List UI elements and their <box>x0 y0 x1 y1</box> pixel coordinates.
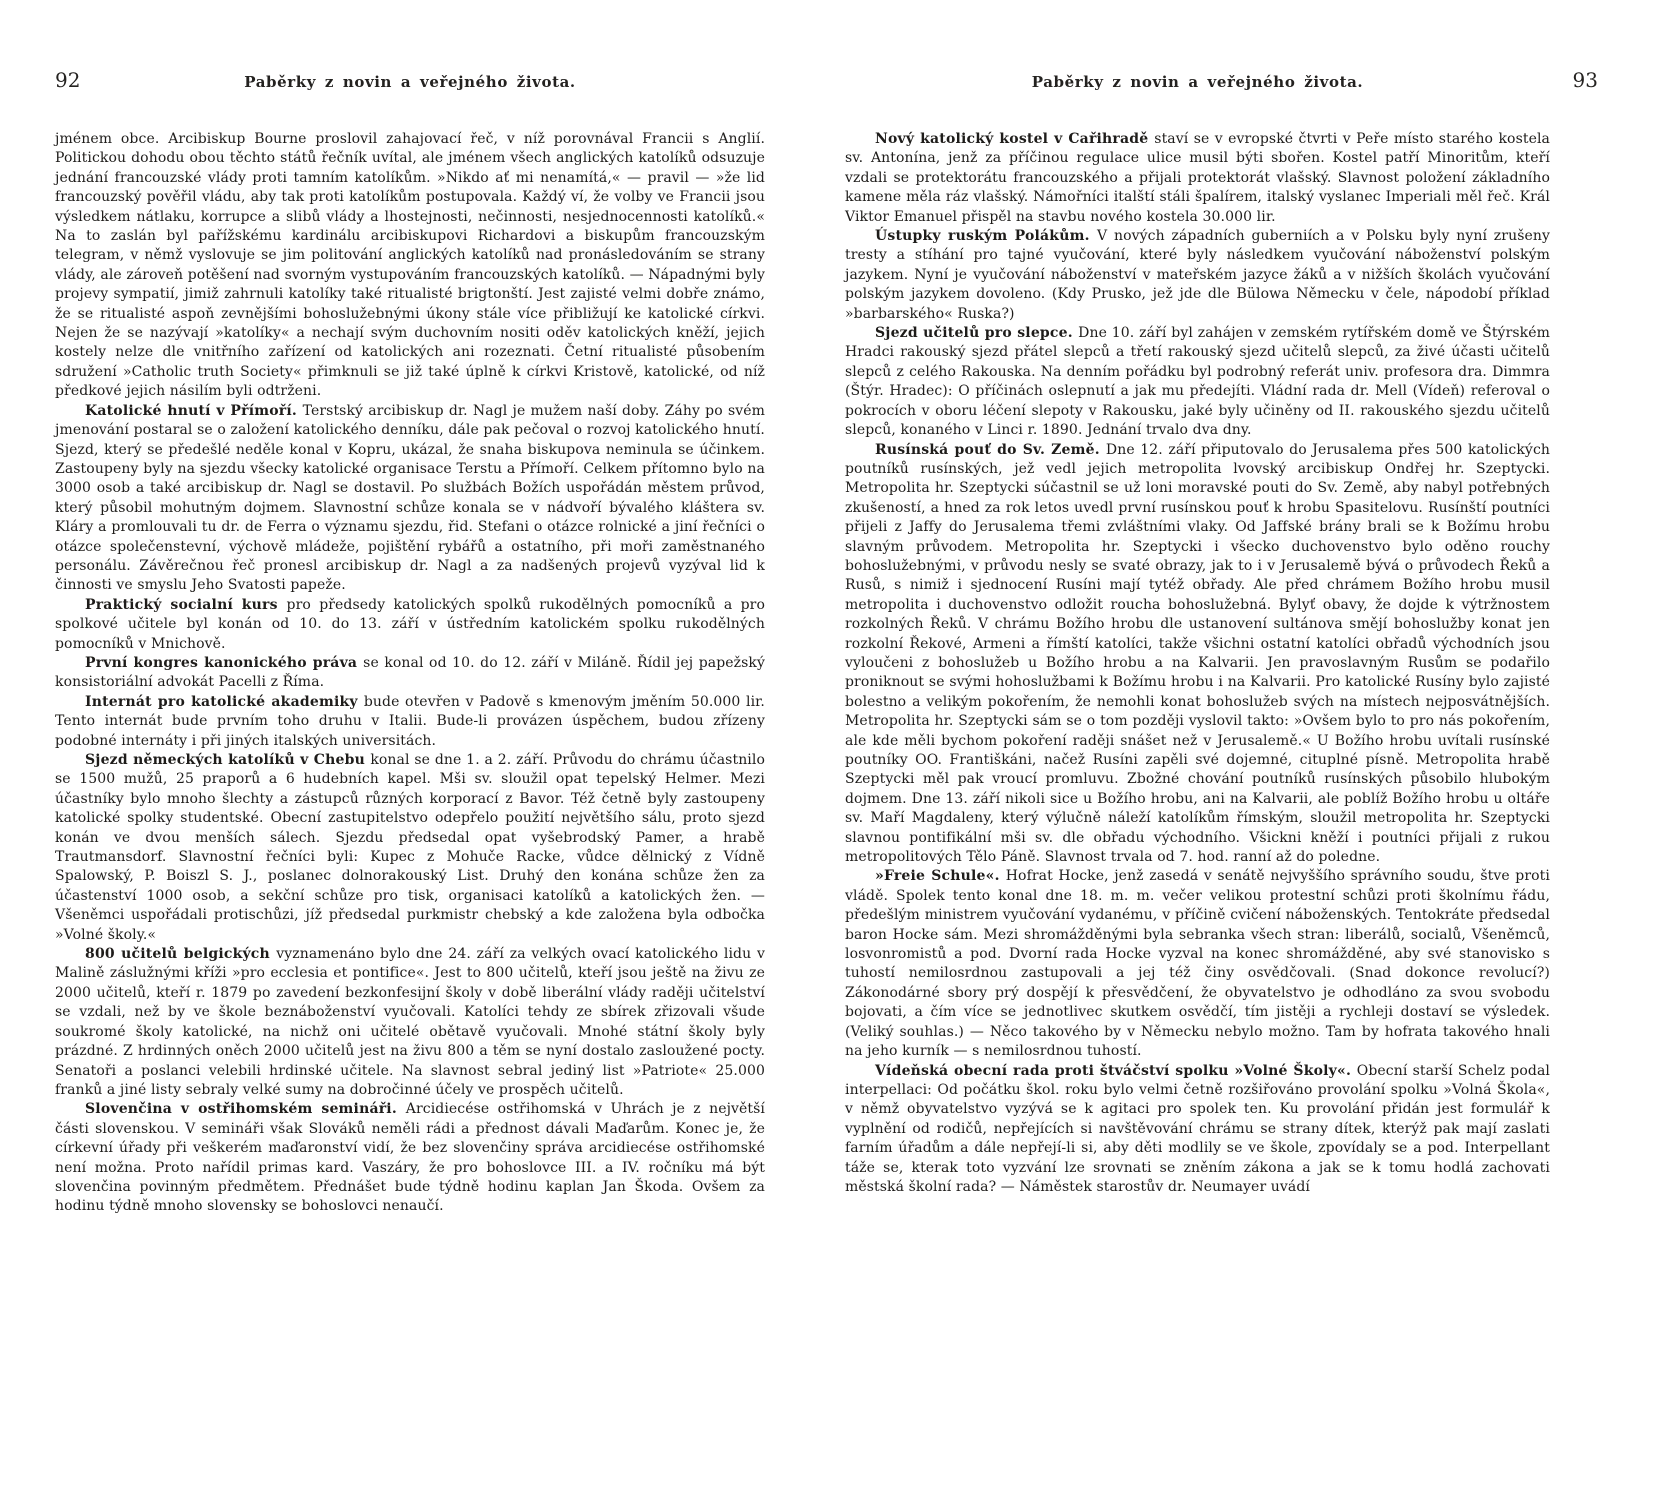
paragraph: Internát pro katolické akademiky bude otevřen v Padově s kmenovým jměním 50.000 lir. Tento internát bude prvním toho druhu v Italii. Bude-li provázen úspěchem, budou zřízeny podobné internáty i při jiných italských universitách. <box>55 693 765 749</box>
paragraph-lead: Rusínská pouť do Sv. Země. <box>875 441 1106 458</box>
paragraph-lead: Praktický socialní kurs <box>85 596 287 613</box>
page-body-right <box>845 130 1550 1197</box>
paragraph: 800 učitelů belgických vyznamenáno bylo dne 24. září za velkých ovací katolického lidu v Malině záslužnými kříži »pro ecclesia et pontifice«. Jest to 800 učitelů, kteří jsou ještě na živu ze 2000 učitelů, kteří r. 1879 po zavedení bezkonfesijní školy v době liberální vlády raději učitelství se vzdali, než by ve škole beznáboženství vyučovali. Katolíci tehdy ze sbírek zřizovali všude soukromé školy katolické, na nichž oni učitelé obětavě vyučovali. Mnohé státní školy byly prázdné. Z hrdinných oněch 2000 učitelů jest na živu 800 a těm se nyní dostalo zasloužené pocty. Senatoři a poslanci velebili hrdinské učitele. Na slavnost sebral jediný list »Patriote« 25.000 franků a jiné listy sebraly velké sumy na dobročinné účely ve prospěch učitelů. <box>55 946 766 1098</box>
paragraph-lead: »Freie Schule«. <box>875 868 1006 885</box>
paragraph-lead: Katolické hnutí v Přímoří. <box>85 402 303 419</box>
paragraph-lead: Sjezd německých katolíků v Chebu <box>85 752 371 768</box>
paragraph: Sjezd německých katolíků v Chebu konal se dne 1. a 2. září. Průvodu do chrámu účastnilo se 1500 mužů, 25 praporů a 6 hudebních kapel. Mši sv. sloužil opat tepelský Helmer. Mezi účastníky bylo mnoho šlechty a zástupců různých korporací z Bavor. Též četně byly zastoupeny katolické spolky studentské. Obecní zastupitelstvo odepřelo použití největšího sálu, proto sjezd konán ve dvou menších sálech. Sjezdu předsedal opat vyšebrodský Pamer, a hrabě Trautmansdorf. Slavnostní řečníci byli: Kupec z Mohuče Racke, vůdce dělnický z Vídně Spalowský, P. Boiszl S. J., poslanec dolnorakouský List. Druhý den konána schůze žen za účastenství 1000 osob, a sekční schůze pro tisk, organisaci katolíků a katolických žen. — Všeněmci uspořádali protischůzi, jíž předsedal purkmistr chebský a kde založena byla odbočka »Volné školy.« <box>55 752 765 943</box>
running-title-left: Paběrky z novin a veřejného života. <box>244 73 576 91</box>
paragraph-lead: Sjezd učitelů pro slepce. <box>875 325 1079 342</box>
paragraph: jménem obce. Arcibiskup Bourne proslovil zahajovací řeč, v níž porovnával Francii s Anglií. Politickou dohodu obou těchto států řečník uvítal, ale jménem všech anglických katolíků odsuzuje jednání francouzské vlády proti tamním katolíkům. »Nikdo ať mi nenamítá,« — pravil — »že lid francouzský pověřil vládu, aby tak proti katolíkům postupovala. Každý ví, že volby ve Francii jsou výsledkem nátlaku, korrupce a slibů vlády a lhostejnosti, nečinnosti, nesjednocennosti katolíků.« Na to zaslán byl pařížskému kardinálu arcibiskupovi Richardovi a biskupům francouzským telegram, v němž vyslovuje se jim politování anglických katolíků nad pronásledováním se strany vlády, ale zároveň potěšení nad svorným vystupováním francouzských katolíků. — Nápadnými byly projevy sympatií, jimiž zahrnuli katolíky také ritualisté brigtonští. Jest zajisté velmi dobře známo, že se ritualisté aspoň zevnějšími bohoslužebnými úkony stále více přibližují ke katolické církvi. Nejen že se nazývají »katolíky« a nechají svým duchovním nositi oděv katolických kněží, jejich kostely nelze dle vnitřního zařízení od katolických ani rozeznati. Četní ritualisté působením sdružení »Catholic truth Society« přimknuli se již také úplně k církvi Kristově, katolické, od níž předkové jejich násilím byli odtrženi. <box>55 131 765 400</box>
page-93 <box>845 68 1598 1217</box>
paragraph: Rusínská pouť do Sv. Země. Dne 12. září připutovalo do Jerusalema přes 500 katolických poutníků rusínských, jež vedl jejich metropolita lvovský arcibiskup Ondřej hr. Szeptycki. Metropolita hr. Szeptycki súčastnil se už loni moravské pouti do Sv. Země, aby nabyl potřebných zkušeností, a hned za rok letos uvedl první rusínskou pouť k hrobu Spasitelovu. Rusínští poutníci přijeli z Jaffy do Jerusalema třemi zvláštními vlaky. Od Jaffské brány brali se k Božímu hrobu slavným průvodem. Metropolita hr. Szeptycki i všecko duchovenstvo bylo oděno rouchy bohoslužebnými, v průvodu nesly se svaté obrazy, jak to i v Jerusalemě bývá o průvodech Řeků a Rusů, s nimiž i sjednocení Rusíni mají tytéž obřady. Ale před chrámem Božího hrobu musil metropolita i duchovenstvo odložit roucha bohoslužebná. Bylyť obavy, že dojde k výtržnostem rozkolných Řeků. V chrámu Božího hrobu dle ustanovení sultánova smějí bohoslužby konat jen rozkolní Řekové, Armeni a římští katolíci, takže všichni ostatní katolíci obřadů východních jsou vyloučeni z bohoslužeb u Božího hrobu a na Kalvarii. Jen pravoslavným Rusům se podařilo proniknout se svými hohoslužbami k Božímu hrobu i na Kalvarii. Pro katolické Rusíny bylo zajisté bolestno a velikým pokořením, že nemohli konat bohoslužeb svých na místech nejposvátnějších. Metropolita hr. Szeptycki sám se o tom později vyslovil takto: »Ovšem bylo to pro nás pokořením, ale kde měli bychom pokoření raději snášet než v Jerusalemě.« U Božího hrobu uvítali rusínské poutníky OO. Františkáni, načež Rusíni zapěli své dojemné, cituplné písně. Metropolita hrabě Szeptycki měl pak vroucí promluvu. Zbožné chování poutníků rusínských působilo hlubokým dojmem. Dne 13. září nikoli sice u Božího hrobu, ani na Kalvarii, ale poblíž Božího hrobu u oltáře sv. Maří Magdaleny, který výlučně náleží katolíkům římským, sloužil metropolita hr. Szeptycki slavnou pontifikální mši sv. dle obřadu východního. Všickni kněží i poutníci přijali z rukou metropolitových Tělo Páně. Slavnost trvala od 7. hod. ranní až do poledne. <box>845 441 1550 866</box>
running-title-right: Paběrky z novin a veřejného života. <box>1031 73 1364 91</box>
paragraph: Katolické hnutí v Přímoří. Terstský arcibiskup dr. Nagl je mužem naší doby. Záhy po svém jmenování postaral se o založení katolického denníku, dále pak pečoval o rozvoj katolického hnutí. Sjezd, který se předešlé neděle konal v Kopru, ukázal, že snaha biskupova neminula se účinkem. Zastoupeny byly na sjezdu všecky katolické organisace Terstu a Přímoří. Celkem přítomno bylo na 3000 osob a také arcibiskup dr. Nagl se dostavil. Po službách Božích uspořádán městem průvod, který působil mohutným dojmem. Slavnostní schůze konala se v nádvoří bývalého kláštera sv. Kláry a promlouvali tu dr. de Ferra o významu sjezdu, řid. Stefani o otázce rolnické a jiní řečníci o otázce společenstevní, výchově mládeže, pojištění rybářů a ostatního, při moři zaměstnaného personálu. Závěrečnou řeč pronesl arcibiskup dr. Nagl a za nadšených projevů vyzýval lid k činnosti ve smyslu Jeho Svatosti papeže. <box>55 402 765 594</box>
page-number-left: 92 <box>55 68 81 92</box>
paragraph-lead: Vídeňská obecní rada proti štváčství spolku »Volné Školy«. <box>875 1062 1357 1079</box>
paragraph: Praktický socialní kurs pro předsedy katolických spolků rukodělných pomocníků a pro spolkové učitele byl konán od 10. do 13. září v ústředním katolickém spolku rukodělných pomocníků v Mnichově. <box>55 596 765 652</box>
page-header-right <box>845 68 1598 96</box>
paragraph-lead: 800 učitelů belgických <box>85 946 277 963</box>
paragraph: Slovenčina v ostřihomském semináři. Arcidiecése ostřihomská v Uhrách je z největší části slovenskou. V semináři však Slováků neměli rádi a přednost dávali Maďarům. Konec je, že církevní úřady při veškerém maďaronství vidí, že bez slovenčiny správa arcidiecése ostřihomské není možna. Proto nařídil primas kard. Vaszáry, že pro bohoslovce III. a IV. ročníku má být slovenčina povinným předmětem. Přednášet bude týdně hodinu kaplan Jan Škoda. Ovšem za hodinu týdně mnoho slovensky se bohoslovci nenaučí. <box>55 1101 765 1215</box>
paragraph-lead: Internát pro katolické akademiky <box>85 693 364 710</box>
paragraph: První kongres kanonického práva se konal od 10. do 12. září v Miláně. Řídil jej papežský konsistoriální advokát Pacelli z Říma. <box>55 654 765 691</box>
page-header-left <box>55 68 765 96</box>
paragraph: »Freie Schule«. Hofrat Hocke, jenž zasedá v senátě nejvyššího správního soudu, štve proti vládě. Spolek tento konal dne 18. m. m. večer velikou protestní schůzi proti školnímu řádu, předešlým ministrem vyučování vydanému, v příčině cvičení náboženských. Tentokráte předsedal baron Hocke sám. Mezi shromážděnými byla sebranka všech stran: liberálů, socialů, Všeněmců, losvonromistů a pod. Dvorní rada Hocke vyzval na konec shromážděné, aby své stanovisko s tuhostí nemilosrdnou zastupovali a jej též činy osvědčovali. (Snad dokonce revolucí?) Zákonodárné sbory prý dospějí k přesvědčení, že obyvatelstvo je odhodláno za svou svobodu bojovati, a čím více se jednotlivec skutkem osvědčí, tím jistěji a rychleji dostaví se výsledek. (Veliký souhlas.) — Něco takového by v Německu nebylo možno. Tam by hofrata takového hnali na jeho kurník — s nemilosrdnou tuhostí. <box>845 868 1550 1060</box>
paragraph: Nový katolický kostel v Cařihradě staví se v evropské čtvrti v Peře místo starého kostela sv. Antonína, jenž za příčinou regulace ulice musil býti sbořen. Kostel patří Minoritům, kteří vzdali se protektorátu francouzského a přijali protektorát vlašský. Slavnost položení základního kamene měla ráz vlašský. Námořníci italští stáli špalírem, italský vyslanec Imperiali měl řeč. Král Viktor Emanuel přispěl na stavbu nového kostela 30.000 lir. <box>845 131 1550 225</box>
paragraph-lead: Nový katolický kostel v Cařihradě <box>875 131 1155 147</box>
paragraph-lead: Ústupky ruským Polákům. <box>875 228 1097 245</box>
paragraph: Ústupky ruským Polákům. V nových západních guberniích a v Polsku byly nyní zrušeny tresty a stíhání pro tajné vyučování, které byly následkem vyučování náboženství polským jazykem. Nyní je vyučování náboženství v mateřském jazyce žáků a v nižších školách vyučování polským jazykem dovoleno. (Kdy Prusko, jež jde dle Bülowa Německu v čele, nápodobí příklad »barbarského« Ruska?) <box>845 228 1550 322</box>
paragraph: Sjezd učitelů pro slepce. Dne 10. září byl zahájen v zemském rytířském domě ve Štýrském Hradci rakouský sjezd přátel slepců a třetí rakouský sjezd učitelů slepců, za živé účasti učitelů slepců z celého Rakouska. Na denním pořádku byl podrobný referát univ. profesora dra. Dimmra (Štýr. Hradec): O příčinách oslepnutí a jak mu předejíti. Vládní rada dr. Mell (Vídeň) referoval o pokrocích v oboru léčení slepoty v Rakousku, jaké byly učiněny od II. rakouského sjezdu učitelů slepců, konaného v Linci r. 1890. Jednání trvalo dva dny. <box>845 325 1550 439</box>
page-number-right: 93 <box>1572 68 1598 92</box>
page-body-left <box>55 130 765 1217</box>
paragraph-lead: První kongres kanonického práva <box>85 654 364 671</box>
page-92 <box>55 68 766 1217</box>
paragraph: Vídeňská obecní rada proti štváčství spolku »Volné Školy«. Obecní starší Schelz podal interpellaci: Od počátku škol. roku bylo velmi četně rozšiřováno provolání spolku »Volná Škola«, v němž obyvatelstvo vyzývá se k agitaci pro spolek ten. Ku provolání přidán jest formulář k vyplnění od rodičů, nepřejících si navštěvování chrámu se strany dítek, kterýž pak mají zaslati farním úřadům a dále nepřejí-li si, aby děti modlily se ve škole, zpovídaly se a pod. Interpellant táže se, kterak toto vyzvání lze srovnati se zněním zákona a jak se k tomu hodlá zachovati městská školní rada? — Náměstek starostův dr. Neumayer uvádí <box>845 1062 1550 1195</box>
paragraph-lead: Slovenčina v ostřihomském semináři. <box>85 1101 406 1118</box>
